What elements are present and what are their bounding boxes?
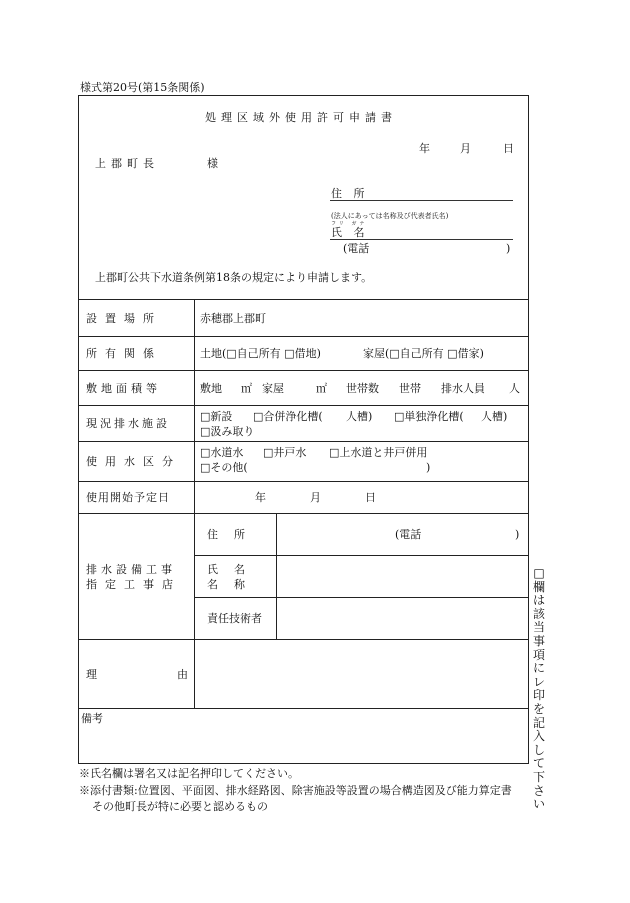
location-value[interactable]: 赤穂郡上郡町 [200, 312, 266, 325]
water-well-option[interactable]: □井戸水 [263, 446, 307, 459]
contractor-label-line2: 指定工事店 [86, 578, 181, 591]
ownership-house[interactable]: 家屋(□自己所有 □借家) [363, 347, 484, 360]
form-number: 様式第20号(第15条関係) [80, 81, 205, 94]
applicant-phone-label: (電話 [343, 242, 370, 255]
addressee-suffix: 様 [207, 157, 218, 170]
date-day-label: 日 [503, 142, 514, 155]
ownership-label: 所有関係 [86, 347, 162, 360]
reason-label-right: 由 [177, 668, 188, 681]
applicant-address-label: 住 所 [331, 187, 369, 200]
contractor-address-label: 住所 [207, 528, 261, 541]
start-year-label: 年 [255, 491, 266, 504]
row-divider [78, 405, 529, 406]
note-signature: ※氏名欄は署名又は記名押印してください。 [79, 767, 299, 780]
area-label: 敷地面積等 [86, 382, 161, 395]
row-divider [194, 555, 529, 556]
corporate-note: (法人にあっては名称及び代表者氏名) [331, 212, 449, 220]
column-divider [194, 299, 195, 708]
water-other-close: ) [426, 461, 431, 474]
area-house-label: 家屋 [262, 382, 284, 395]
drainage-single-unit: 人槽) [481, 410, 508, 423]
ownership-land[interactable]: 土地(□自己所有 □借地) [200, 347, 321, 360]
column-divider [276, 513, 277, 639]
drainage-single-option[interactable]: □単独浄化槽( [394, 410, 464, 423]
location-label: 設置場所 [86, 312, 162, 325]
row-divider [78, 513, 529, 514]
drainage-combined-option[interactable]: □合併浄化槽( [253, 410, 323, 423]
area-house-unit: ㎡ [316, 382, 327, 395]
contractor-name-label: 氏名 [207, 563, 261, 576]
drainage-pump-option[interactable]: □汲み取り [200, 425, 255, 438]
date-month-label: 月 [460, 142, 471, 155]
note-other: その他町長が特に必要と認めるもの [92, 800, 268, 813]
side-note-vertical: □欄は該当事項にレ印を記入して下さい [532, 566, 545, 812]
drainage-combined-unit: 人槽) [346, 410, 373, 423]
row-divider [194, 597, 529, 598]
row-divider [78, 299, 529, 300]
water-tap-option[interactable]: □水道水 [200, 446, 244, 459]
start-month-label: 月 [310, 491, 321, 504]
row-divider [78, 481, 529, 482]
water-label: 使用水区分 [86, 455, 181, 468]
row-divider [78, 708, 529, 709]
area-site-unit: ㎡ [241, 382, 252, 395]
water-other-option[interactable]: □その他( [200, 461, 248, 474]
area-households-unit: 世帯 [399, 382, 421, 395]
area-people-label: 排水人員 [441, 382, 485, 395]
form-title: 処理区域外使用許可申請書 [205, 111, 397, 124]
drainage-label: 現況排水施設 [86, 417, 170, 430]
applicant-name-field[interactable] [330, 239, 513, 240]
furigana-label: フリ ガナ [331, 221, 368, 227]
start-date-label: 使用開始予定日 [86, 491, 170, 504]
statement-text: 上郡町公共下水道条例第18条の規定により申請します。 [95, 271, 373, 284]
remarks-label: 備考 [81, 712, 103, 725]
area-people-unit: 人 [509, 382, 520, 395]
row-divider [78, 441, 529, 442]
applicant-address-field[interactable] [330, 200, 513, 201]
contractor-engineer-label: 責任技術者 [207, 612, 262, 625]
contractor-phone-close: ) [515, 528, 520, 541]
contractor-phone-label: (電話 [395, 528, 422, 541]
addressee-name: 上郡町長 [95, 157, 159, 170]
drainage-new-option[interactable]: □新設 [200, 410, 233, 423]
row-divider [78, 336, 529, 337]
reason-label-left: 理 [86, 668, 97, 681]
applicant-name-label: 氏 名 [331, 226, 369, 239]
area-site-label: 敷地 [200, 382, 222, 395]
area-households-label: 世帯数 [346, 382, 379, 395]
water-both-option[interactable]: □上水道と井戸併用 [329, 446, 428, 459]
start-day-label: 日 [365, 491, 376, 504]
date-year-label: 年 [419, 142, 430, 155]
applicant-phone-close: ) [506, 242, 511, 255]
contractor-label-line1: 排水設備工事 [86, 563, 176, 576]
note-attachments: ※添付書類:位置図、平面図、排水経路図、除害施設等設置の場合構造図及び能力算定書 [79, 784, 512, 797]
row-divider [78, 639, 529, 640]
contractor-title-label: 名称 [207, 578, 261, 591]
row-divider [78, 370, 529, 371]
